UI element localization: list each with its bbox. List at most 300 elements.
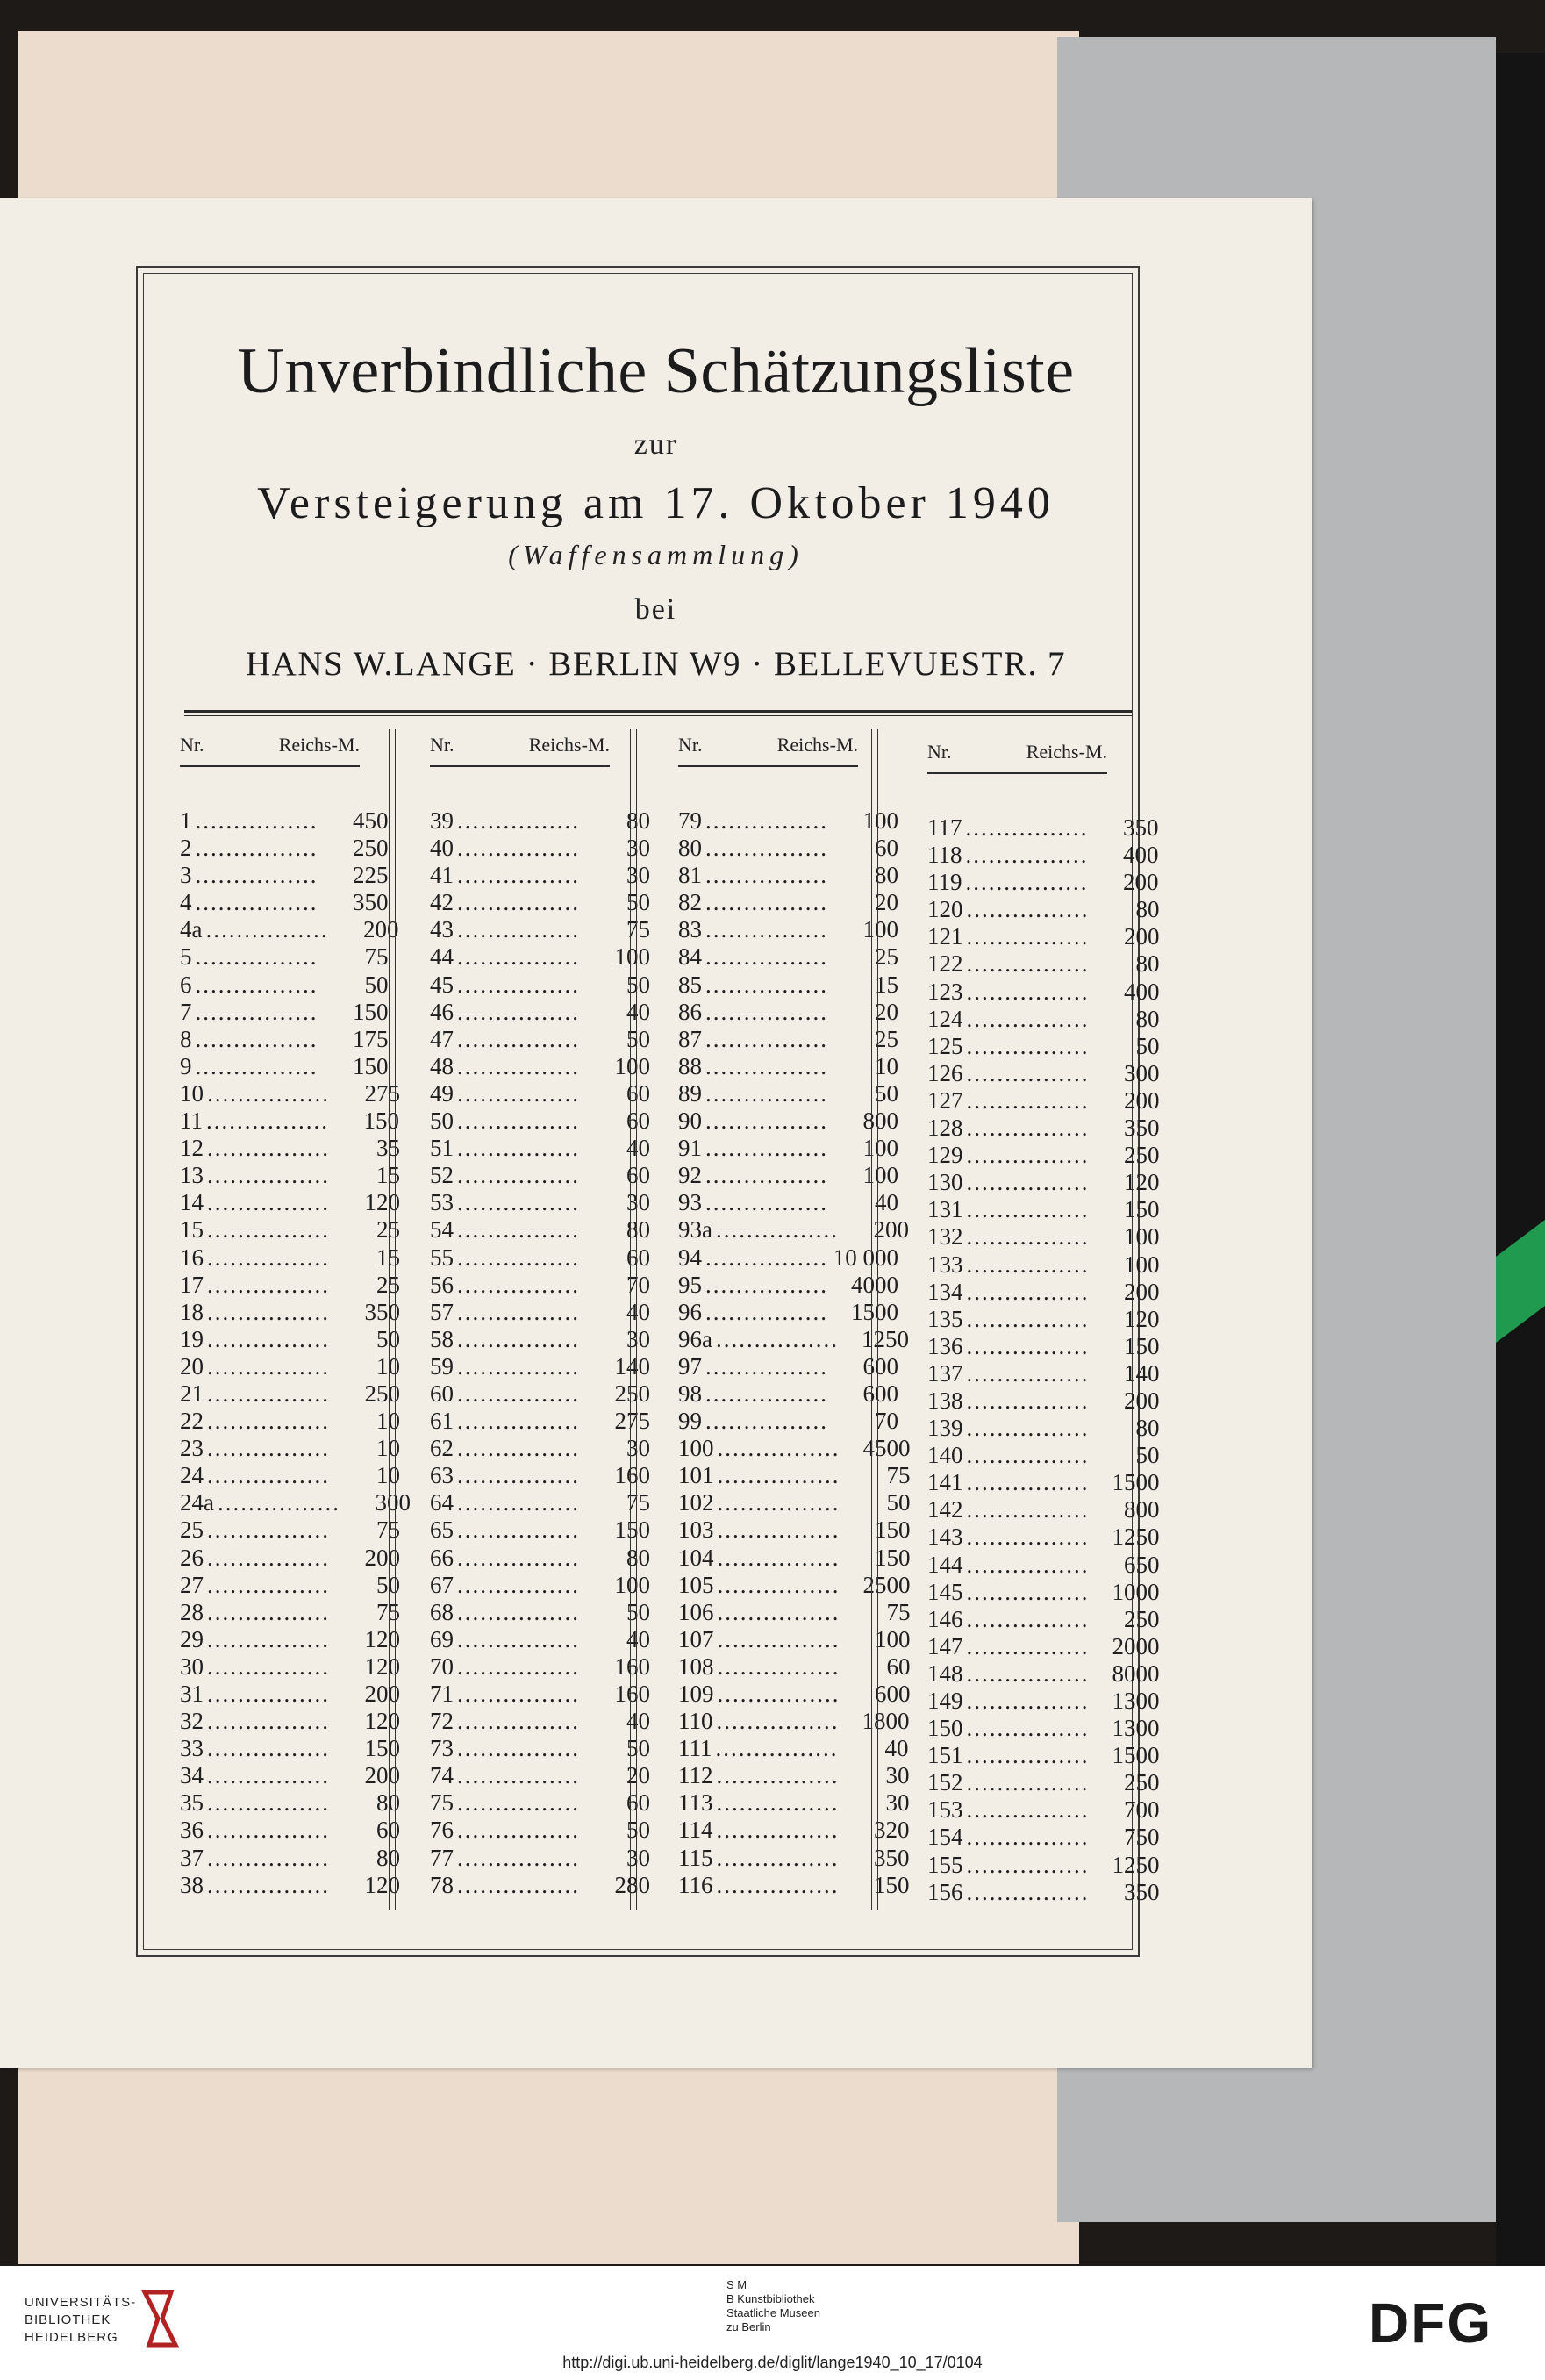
- lot-number: 29: [180, 1625, 204, 1652]
- price-row: [678, 1462, 911, 1489]
- estimate-value: 60: [626, 1162, 650, 1189]
- leader-dots: ................: [457, 1052, 580, 1079]
- auction-date-heading: Versteigerung am 17. Oktober 1940: [257, 478, 1055, 528]
- estimate-value: 100: [862, 807, 898, 834]
- leader-dots: ................: [457, 1135, 580, 1162]
- lot-number: 63: [430, 1462, 454, 1489]
- leader-dots: ................: [966, 1332, 1090, 1359]
- price-row: [678, 1352, 898, 1380]
- lot-number: 96: [678, 1298, 702, 1325]
- lot-number: 105: [678, 1571, 714, 1598]
- leader-dots: ................: [705, 1352, 828, 1380]
- price-row: [927, 1742, 1160, 1769]
- estimate-value: 100: [875, 1625, 911, 1652]
- estimate-value: 160: [614, 1462, 650, 1489]
- price-row: [430, 1844, 650, 1872]
- price-row: [430, 1079, 650, 1108]
- lot-number: 144: [927, 1551, 963, 1578]
- column-header: [430, 734, 610, 760]
- price-row: [430, 1789, 650, 1817]
- estimate-value: 250: [1124, 1142, 1160, 1169]
- estimate-value: 200: [364, 1762, 400, 1789]
- leader-dots: ................: [717, 1571, 840, 1598]
- estimate-value: 4500: [862, 1435, 911, 1462]
- leader-dots: ................: [457, 1625, 580, 1652]
- lot-number: 31: [180, 1681, 204, 1707]
- estimate-value: 1300: [1112, 1715, 1160, 1742]
- estimate-value: 75: [376, 1598, 400, 1625]
- estimate-value: 20: [875, 889, 898, 916]
- estimate-value: 40: [626, 1298, 650, 1325]
- leader-dots: ................: [207, 1380, 330, 1407]
- estimate-value: 30: [626, 1325, 650, 1352]
- price-row: [430, 835, 650, 862]
- estimate-value: 50: [626, 1817, 650, 1844]
- leader-dots: ................: [705, 1025, 828, 1052]
- price-row: [927, 1415, 1160, 1442]
- estimate-value: 75: [626, 1489, 650, 1516]
- lot-number: 154: [927, 1824, 963, 1851]
- estimate-value: 160: [614, 1681, 650, 1707]
- price-row: [180, 1271, 400, 1299]
- price-row: [678, 1025, 898, 1053]
- price-row: [430, 862, 650, 889]
- estimate-value: 25: [376, 1271, 400, 1298]
- leader-dots: ................: [966, 1223, 1090, 1251]
- estimate-value: 75: [364, 943, 389, 971]
- leader-dots: ................: [717, 1681, 840, 1707]
- lot-number: 53: [430, 1189, 454, 1216]
- lot-number: 79: [678, 807, 702, 834]
- lot-number: 58: [430, 1325, 454, 1352]
- price-row: [180, 1735, 400, 1762]
- lot-number: 51: [430, 1135, 454, 1162]
- estimate-value: 50: [376, 1325, 400, 1352]
- leader-dots: ................: [715, 1735, 839, 1762]
- price-row: [180, 1625, 400, 1653]
- price-row: [430, 971, 650, 999]
- estimate-value: 100: [614, 1571, 650, 1598]
- price-row: [927, 814, 1159, 842]
- leader-dots: ................: [716, 1708, 840, 1735]
- price-row: [927, 1469, 1160, 1496]
- lot-number: 35: [180, 1789, 204, 1817]
- leader-dots: ................: [705, 1162, 828, 1189]
- lot-number: 135: [927, 1305, 963, 1332]
- leader-dots: ................: [207, 1244, 330, 1271]
- price-row: [678, 1762, 910, 1789]
- header-rule-top: [184, 710, 1132, 713]
- price-row: [678, 916, 898, 943]
- leader-dots: ................: [457, 889, 580, 916]
- leader-dots: ................: [195, 1025, 318, 1052]
- price-row: [430, 943, 650, 971]
- estimate-value: 60: [626, 1789, 650, 1817]
- price-row: [678, 1435, 911, 1462]
- leader-dots: ................: [457, 1325, 580, 1352]
- estimate-value: 150: [353, 998, 389, 1025]
- price-row: [927, 1551, 1160, 1579]
- lot-number: 28: [180, 1598, 204, 1625]
- lot-number: 83: [678, 916, 702, 943]
- estimate-value: 25: [376, 1216, 400, 1244]
- price-column-3: [678, 734, 911, 1899]
- leader-dots: ................: [206, 1108, 329, 1135]
- lot-number: 44: [430, 943, 454, 971]
- estimate-value: 50: [376, 1571, 400, 1598]
- smb-line-1: S M: [726, 2278, 747, 2291]
- leader-dots: ................: [457, 1598, 580, 1625]
- price-row: [180, 1844, 400, 1872]
- estimate-value: 60: [886, 1652, 911, 1680]
- estimate-value: 200: [1123, 869, 1159, 896]
- price-row: [678, 1735, 909, 1762]
- lot-number: 17: [180, 1271, 204, 1298]
- price-row: [430, 1762, 650, 1789]
- estimate-value: 50: [626, 1598, 650, 1625]
- estimate-value: 80: [875, 862, 898, 889]
- estimate-value: 10: [875, 1052, 898, 1079]
- leader-dots: ................: [966, 1769, 1090, 1796]
- lot-number: 13: [180, 1162, 204, 1189]
- estimate-value: 8000: [1112, 1660, 1160, 1687]
- price-row: [927, 1223, 1160, 1251]
- estimate-value: 350: [353, 889, 389, 916]
- leader-dots: ................: [705, 998, 828, 1025]
- lot-number: 94: [678, 1244, 702, 1271]
- estimate-value: 200: [873, 1216, 909, 1244]
- price-row: [927, 1115, 1160, 1142]
- leader-dots: ................: [457, 1817, 580, 1844]
- price-row: [180, 1871, 400, 1899]
- price-row: [430, 1516, 650, 1544]
- price-row: [927, 842, 1159, 869]
- lot-number: 38: [180, 1871, 204, 1898]
- lot-number: 113: [678, 1789, 713, 1817]
- price-row: [180, 1025, 389, 1053]
- price-row: [678, 1652, 911, 1681]
- estimate-value: 700: [1124, 1796, 1160, 1824]
- estimate-value: 200: [364, 1681, 400, 1707]
- lot-number: 110: [678, 1708, 713, 1735]
- leader-dots: ................: [457, 835, 580, 862]
- lot-number: 130: [927, 1169, 963, 1196]
- leader-dots: ................: [457, 1352, 580, 1380]
- estimate-value: 300: [1124, 1059, 1160, 1086]
- price-row: [180, 998, 389, 1026]
- leader-dots: ................: [965, 842, 1089, 869]
- price-row: [180, 862, 389, 889]
- leader-dots: ................: [457, 1380, 580, 1407]
- estimate-value: 250: [614, 1380, 650, 1407]
- price-row: [927, 1824, 1160, 1851]
- lot-number: 70: [430, 1652, 454, 1680]
- price-row: [430, 889, 650, 916]
- leader-dots: ................: [457, 862, 580, 889]
- estimate-value: 80: [626, 807, 650, 834]
- price-row: [927, 1032, 1160, 1060]
- estimate-value: 50: [364, 971, 389, 998]
- leader-dots: ................: [717, 1462, 840, 1489]
- column-header: [180, 734, 360, 760]
- estimate-value: 120: [1124, 1305, 1160, 1332]
- leader-dots: ................: [966, 923, 1090, 950]
- price-row: [678, 1325, 909, 1353]
- price-row: [430, 1735, 650, 1762]
- leader-dots: ................: [457, 1462, 580, 1489]
- estimate-value: 120: [364, 1652, 400, 1680]
- price-row: [180, 1380, 400, 1408]
- price-row: [678, 1598, 911, 1626]
- estimate-value: 60: [626, 1079, 650, 1107]
- leader-dots: ................: [207, 1435, 330, 1462]
- column-separator: [871, 729, 878, 1910]
- estimate-value: 350: [1123, 814, 1159, 841]
- price-rows: [430, 807, 650, 1899]
- lot-number: 147: [927, 1632, 963, 1660]
- price-row: [678, 1216, 909, 1244]
- estimate-value: 150: [353, 1052, 389, 1079]
- price-row: [430, 1625, 650, 1653]
- lot-number: 69: [430, 1625, 454, 1652]
- leader-dots: ................: [705, 1189, 828, 1216]
- leader-dots: ................: [207, 1598, 330, 1625]
- leader-dots: ................: [705, 835, 828, 862]
- price-row: [927, 1278, 1160, 1306]
- price-row: [180, 1516, 400, 1544]
- estimate-value: 600: [862, 1352, 898, 1380]
- lot-number: 77: [430, 1844, 454, 1871]
- price-row: [927, 1359, 1160, 1387]
- lot-number: 151: [927, 1742, 963, 1769]
- lot-number: 120: [927, 896, 963, 923]
- price-row: [180, 1189, 400, 1216]
- lot-number: 64: [430, 1489, 454, 1516]
- leader-dots: ................: [717, 1625, 840, 1652]
- column-header-nr: Nr.: [678, 734, 703, 756]
- lot-number: 108: [678, 1652, 714, 1680]
- lot-number: 23: [180, 1435, 204, 1462]
- lot-number: 45: [430, 971, 454, 998]
- lot-number: 126: [927, 1059, 963, 1086]
- price-row: [430, 1817, 650, 1844]
- estimate-value: 80: [1135, 896, 1160, 923]
- leader-dots: ................: [716, 1844, 840, 1871]
- leader-dots: ................: [717, 1516, 840, 1544]
- estimate-value: 800: [862, 1108, 898, 1135]
- lot-number: 96a: [678, 1325, 712, 1352]
- leader-dots: ................: [457, 1298, 580, 1325]
- price-row: [678, 835, 898, 862]
- lot-number: 24a: [180, 1489, 214, 1516]
- price-row: [180, 1052, 389, 1080]
- leader-dots: ................: [457, 1571, 580, 1598]
- leader-dots: ................: [717, 1652, 840, 1680]
- lot-number: 156: [927, 1878, 963, 1905]
- price-column-2: [430, 734, 650, 1899]
- price-row: [180, 1216, 400, 1244]
- leader-dots: ................: [207, 1762, 330, 1789]
- estimate-value: 60: [626, 1108, 650, 1135]
- leader-dots: ................: [195, 1052, 318, 1079]
- estimate-value: 1800: [862, 1708, 910, 1735]
- lot-number: 50: [430, 1108, 454, 1135]
- source-url[interactable]: http://digi.ub.uni-heidelberg.de/diglit/lange1940_10_17/0104: [562, 2354, 983, 2371]
- estimate-value: 600: [862, 1380, 898, 1407]
- price-row: [927, 1688, 1160, 1715]
- leader-dots: ................: [705, 1271, 828, 1298]
- price-row: [678, 1380, 898, 1408]
- leader-dots: ................: [705, 1298, 828, 1325]
- leader-dots: ................: [457, 1789, 580, 1817]
- price-row: [927, 1715, 1160, 1742]
- lot-number: 89: [678, 1079, 702, 1107]
- leader-dots: ................: [715, 1325, 839, 1352]
- estimate-value: 1500: [1112, 1469, 1160, 1496]
- price-row: [678, 1052, 898, 1080]
- lot-number: 1: [180, 807, 192, 834]
- price-row: [678, 1162, 898, 1189]
- lot-number: 155: [927, 1851, 963, 1878]
- leader-dots: ................: [705, 916, 828, 943]
- price-row: [180, 1435, 400, 1462]
- estimate-value: 350: [364, 1298, 400, 1325]
- estimate-value: 15: [376, 1244, 400, 1271]
- lot-number: 87: [678, 1025, 702, 1052]
- leader-dots: ................: [966, 1032, 1090, 1059]
- library-name: [25, 2294, 136, 2347]
- estimate-value: 1250: [1112, 1851, 1160, 1878]
- lot-number: 26: [180, 1544, 204, 1571]
- lot-number: 60: [430, 1380, 454, 1407]
- estimate-value: 100: [862, 1135, 898, 1162]
- leader-dots: ................: [966, 1523, 1090, 1551]
- estimate-value: 275: [364, 1079, 400, 1107]
- lot-number: 41: [430, 862, 454, 889]
- leader-dots: ................: [195, 943, 318, 971]
- leader-dots: ................: [457, 1735, 580, 1762]
- lot-number: 111: [678, 1735, 712, 1762]
- price-row: [678, 1135, 898, 1162]
- lot-number: 36: [180, 1817, 204, 1844]
- lot-number: 107: [678, 1625, 714, 1652]
- lot-number: 127: [927, 1086, 963, 1114]
- price-row: [678, 998, 898, 1026]
- leader-dots: ................: [207, 1162, 330, 1189]
- lot-number: 100: [678, 1435, 714, 1462]
- price-row: [678, 889, 898, 916]
- price-row: [927, 1442, 1160, 1469]
- leader-dots: ................: [705, 943, 828, 971]
- estimate-value: 800: [1124, 1496, 1160, 1523]
- lot-number: 6: [180, 971, 192, 998]
- estimate-value: 250: [364, 1380, 400, 1407]
- library-line-1: UNIVERSITÄTS-: [25, 2295, 137, 2310]
- leader-dots: ................: [966, 1851, 1090, 1878]
- estimate-value: 40: [884, 1735, 909, 1762]
- lot-number: 116: [678, 1871, 713, 1898]
- price-row: [180, 1681, 400, 1708]
- lot-number: 123: [927, 978, 963, 1005]
- price-row: [678, 1625, 911, 1653]
- leader-dots: ................: [716, 1871, 840, 1898]
- estimate-value: 400: [1124, 978, 1160, 1005]
- lot-number: 9: [180, 1052, 192, 1079]
- estimate-value: 350: [1124, 1115, 1160, 1142]
- column-header: [927, 741, 1107, 767]
- lot-number: 84: [678, 943, 702, 971]
- estimate-value: 50: [626, 1025, 650, 1052]
- leader-dots: ................: [207, 1298, 330, 1325]
- leader-dots: ................: [966, 1496, 1090, 1523]
- price-row: [430, 1216, 650, 1244]
- estimate-value: 40: [626, 1625, 650, 1652]
- price-row: [927, 1005, 1160, 1033]
- leader-dots: ................: [705, 1408, 828, 1435]
- leader-dots: ................: [207, 1135, 330, 1162]
- leader-dots: ................: [217, 1489, 340, 1516]
- estimate-value: 120: [364, 1189, 400, 1216]
- lot-number: 71: [430, 1681, 454, 1707]
- leader-dots: ................: [716, 1789, 840, 1817]
- estimate-value: 60: [875, 835, 898, 862]
- price-row: [180, 1352, 400, 1380]
- leader-dots: ................: [705, 1108, 828, 1135]
- estimate-value: 60: [376, 1817, 400, 1844]
- price-row: [430, 1489, 650, 1516]
- estimate-value: 80: [1135, 1415, 1160, 1442]
- estimate-value: 450: [353, 807, 389, 834]
- estimate-value: 40: [626, 1135, 650, 1162]
- estimate-value: 650: [1124, 1551, 1160, 1578]
- price-rows: [927, 814, 1160, 1906]
- price-row: [430, 1408, 650, 1435]
- leader-dots: ................: [965, 869, 1089, 896]
- lot-number: 118: [927, 842, 962, 869]
- lot-number: 103: [678, 1516, 714, 1544]
- lot-number: 86: [678, 998, 702, 1025]
- estimate-value: 40: [875, 1189, 898, 1216]
- estimate-value: 30: [626, 1189, 650, 1216]
- estimate-value: 1000: [1112, 1578, 1160, 1605]
- price-row: [430, 1162, 650, 1189]
- lot-number: 12: [180, 1135, 204, 1162]
- price-row: [678, 1489, 911, 1516]
- leader-dots: ................: [965, 814, 1089, 841]
- price-row: [678, 1516, 911, 1544]
- lot-number: 143: [927, 1523, 963, 1551]
- leader-dots: ................: [207, 1817, 330, 1844]
- lot-number: 55: [430, 1244, 454, 1271]
- lot-number: 39: [430, 807, 454, 834]
- price-row: [430, 1571, 650, 1599]
- lot-number: 40: [430, 835, 454, 862]
- leader-dots: ................: [717, 1598, 840, 1625]
- leader-dots: ................: [207, 1571, 330, 1598]
- price-row: [927, 1086, 1160, 1115]
- price-rows: [180, 807, 411, 1899]
- estimate-value: 350: [1124, 1878, 1160, 1905]
- lot-number: 137: [927, 1359, 963, 1387]
- lot-number: 5: [180, 943, 192, 971]
- price-row: [927, 923, 1160, 950]
- price-row: [180, 1135, 400, 1162]
- price-row: [180, 1462, 400, 1489]
- estimate-value: 200: [362, 916, 399, 943]
- column-header-rule: [927, 772, 1107, 774]
- price-row: [678, 971, 898, 999]
- estimate-value: 100: [862, 1162, 898, 1189]
